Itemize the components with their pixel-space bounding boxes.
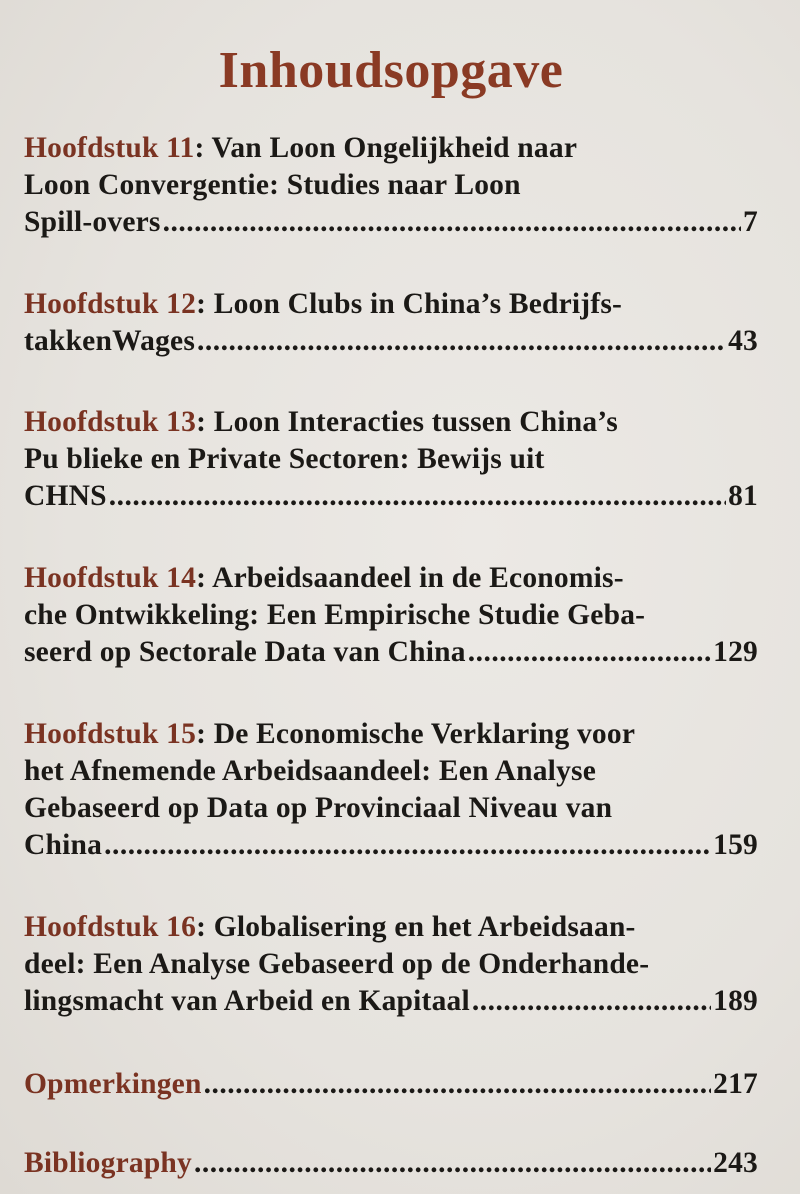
- chapter-label: Hoofdstuk 11: [24, 132, 195, 164]
- chapter-title-line: De Economische Verklaring voor: [213, 718, 636, 750]
- toc-entry-last-line: [24, 827, 758, 864]
- chapter-label: Hoofdstuk 13: [24, 406, 197, 438]
- chapter-title-line: Loon Convergentie: Studies naar Loon: [24, 169, 521, 201]
- dot-leader: [204, 1066, 712, 1103]
- chapter-label: Hoofdstuk 15: [24, 718, 197, 750]
- toc-entry-chapter-14[interactable]: [24, 560, 758, 671]
- toc-entry-last-line: [24, 983, 758, 1020]
- chapter-title-end: takkenWages: [24, 325, 196, 357]
- chapter-label: Hoofdstuk 14: [24, 562, 197, 594]
- chapter-title-line: het Afnemende Arbeidsaandeel: Een Analyse: [24, 755, 596, 787]
- chapter-separator: :: [194, 132, 205, 164]
- dot-leader: [163, 204, 741, 241]
- toc-entry-opmerkingen[interactable]: [24, 1066, 758, 1103]
- toc-entry-chapter-16[interactable]: [24, 909, 758, 1020]
- chapter-title-line: Loon Interacties tussen China’s: [213, 406, 618, 438]
- chapter-title-end: seerd op Sectorale Data van China: [24, 636, 466, 668]
- chapter-title-line: Gebaseerd op Data op Provinciaal Niveau van: [24, 792, 613, 824]
- toc-entry-line: [24, 130, 758, 167]
- chapter-title-line: Loon Clubs in China’s Bedrijfs-: [213, 288, 623, 320]
- chapter-title-line: Globalisering en het Arbeidsaan-: [213, 911, 636, 943]
- page-number: 43: [728, 325, 758, 357]
- toc-entry-chapter-15[interactable]: [24, 716, 758, 864]
- dot-leader: [109, 478, 726, 515]
- toc-entry-line: [24, 909, 758, 946]
- toc-entry-last-line: [24, 1145, 758, 1182]
- chapter-title-end: CHNS: [24, 480, 107, 512]
- chapter-separator: :: [196, 406, 207, 438]
- chapter-separator: :: [196, 911, 207, 943]
- toc-entry-line: [24, 404, 758, 441]
- toc-entry-last-line: [24, 204, 758, 241]
- toc-entry-line: [24, 286, 758, 323]
- dot-leader: [194, 1145, 711, 1182]
- chapter-title-line: deel: Een Analyse Gebaseerd op de Onderhande-: [24, 948, 650, 980]
- chapter-title-line: Van Loon Ongelijkheid naar: [211, 132, 578, 164]
- toc-entry-line: [24, 560, 758, 597]
- chapter-title-line: Pu blieke en Private Sectoren: Bewijs uit: [24, 443, 545, 475]
- dot-leader: [472, 983, 711, 1020]
- page-number: 129: [713, 636, 758, 668]
- page-number: 159: [713, 829, 758, 861]
- toc-entry-line: [24, 716, 758, 753]
- chapter-title-end: China: [24, 829, 103, 861]
- chapter-label: Hoofdstuk 16: [24, 911, 197, 943]
- chapter-title-line: Arbeidsaandeel in de Economis-: [212, 562, 624, 594]
- toc-entry-bibliography[interactable]: [24, 1145, 758, 1182]
- toc-entry-last-line: [24, 634, 758, 671]
- toc-entry-chapter-11[interactable]: [24, 130, 758, 241]
- chapter-separator: :: [196, 718, 207, 750]
- page-title: Inhoudsopgave: [218, 42, 564, 99]
- dot-leader: [468, 634, 711, 671]
- toc-entry-last-line: [24, 323, 758, 360]
- toc-entry-chapter-12[interactable]: [24, 286, 758, 360]
- page-number: 217: [713, 1068, 758, 1100]
- chapter-separator: :: [196, 288, 207, 320]
- dot-leader: [197, 323, 726, 360]
- chapter-title-end: Spill-overs: [24, 206, 161, 238]
- toc-entry-chapter-13[interactable]: [24, 404, 758, 515]
- toc-entry-last-line: [24, 1066, 758, 1103]
- chapter-title-end: lingsmacht van Arbeid en Kapitaal: [24, 985, 470, 1017]
- page-number: 81: [728, 480, 758, 512]
- page-number: 243: [713, 1147, 758, 1179]
- page-number: 189: [713, 985, 758, 1017]
- chapter-title-line: che Ontwikkeling: Een Empirische Studie Geba-: [24, 599, 646, 631]
- page-number: 7: [743, 206, 758, 238]
- dot-leader: [104, 827, 711, 864]
- section-title: Opmerkingen: [24, 1068, 202, 1100]
- section-title: Bibliography: [24, 1147, 192, 1179]
- chapter-separator: :: [196, 562, 207, 594]
- toc-entry-last-line: [24, 478, 758, 515]
- chapter-label: Hoofdstuk 12: [24, 288, 197, 320]
